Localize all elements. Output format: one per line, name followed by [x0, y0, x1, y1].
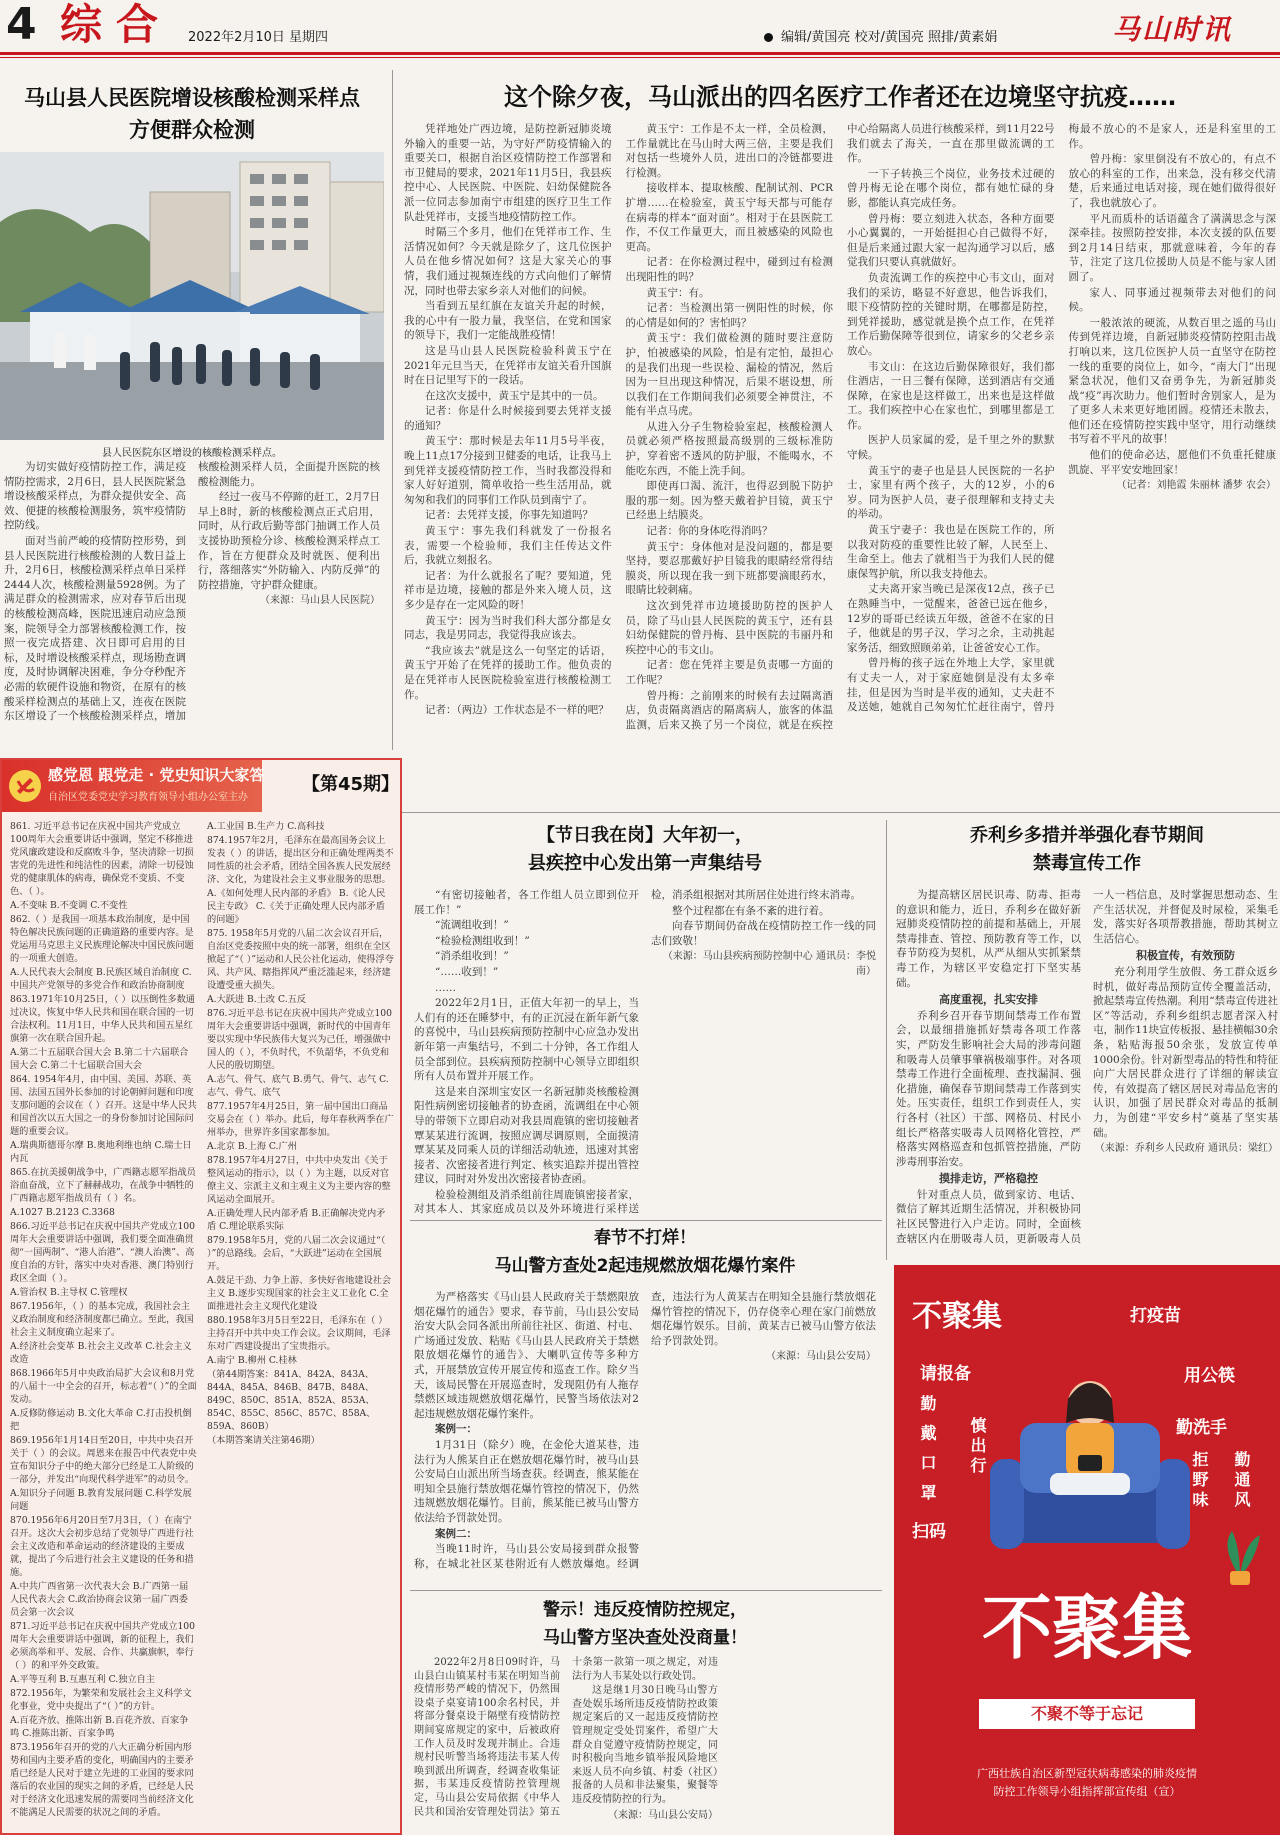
- article2-paragraph: 一下子转换三个岗位，业务技术过硬的曾丹梅无论在哪个岗位，都有她忙碌的身影，都能认真完成任务。: [847, 167, 1055, 209]
- quiz-item: 871.习近平总书记在庆祝中国共产党成立100周年大会重要讲话中强调，新的征程上，我们必须高举和平、发展、合作、共赢旗帜，奉行（ ）的和平外交政策。: [10, 1621, 195, 1671]
- quiz-item: A.正确处理人民内部矛盾 B.正确解决党内矛盾 C.理论联系实际: [207, 1208, 386, 1232]
- article1-title-line1: 马山县人民医院增设核酸检测采样点: [24, 86, 360, 110]
- article2-paragraph: 黄玉宁：事先我们科就发了一份报名表，需要一个检验师，我们主任传达文件后，我就立刻报名。: [404, 525, 612, 567]
- poster-word-chopsticks: 用公筷: [1184, 1366, 1235, 1386]
- article2-paragraph: 曾丹梅：家里倒没有不放心的，有点不放心的科室的工作，出来急，没有移交代清楚，后来通过电话对接，现在她们做得很好了，我也就放心了。: [1068, 153, 1276, 209]
- quiz-item: A.不变味 B.不变调 C.不变性: [10, 900, 128, 911]
- article2-paragraph: 一般浓浓的硬流，从数百里之遥的马山传到凭祥边境，自新冠肺炎疫情防控阻击战打响以来，这几位医护人员一直坚守在防控一线的重要的岗位上，如今，“南大门”出现紧急状况，他们又奋勇争先，为新冠肺炎战“疫”再次助力。他们暂时舍别家人，是为了更多人未来更好地团圆。疫情还未散去，他们还在疫情防控实践中坚守，用行动继续书写着不平凡的故事！: [1068, 316, 1276, 446]
- article2-paragraph: 记者：（两边）工作状态是不一样的吧？: [425, 704, 609, 717]
- article2-paragraph: 黄玉宁：身体他对是没问题的，都是要坚持，要忍那戴好护目镜我的眼睛经常得结膜炎，所以现在我一到下班都要滴眼药水，眼睛比较刺痛。: [625, 540, 833, 597]
- article5-body: [414, 1290, 876, 1582]
- poster-word-travel: 慎出行: [968, 1417, 987, 1477]
- article2-paragraph: 医护人员家属的爱，是千里之外的默默守候。: [847, 434, 1055, 462]
- quiz-issue-number: 【第45期】: [302, 774, 400, 795]
- quiz-item: 873.1956年召开的党的八大正确分析国内形势和国内主要矛盾的变化，明确国内的主要矛盾已经是人民对于建立先进的工业国的要求同落后的农业国的现实之间的矛盾，已经是人民对于经济文化迅速发展的需要同当前经济文化不能满足人民需要的状况之间的矛盾。: [10, 1742, 194, 1818]
- quiz-item: A.北京 B.上海 C.广州: [207, 1141, 297, 1152]
- article2-paragraph: 黄玉宁：有。: [646, 286, 710, 299]
- poster-heading: 不聚集: [912, 1299, 1002, 1334]
- column-divider: [392, 70, 393, 750]
- article2-paragraph: 记者：去凭祥支援，你事先知道吗？: [425, 509, 593, 522]
- article2-paragraph: 负责流调工作的疾控中心韦文山，面对我们的采访，略显不好意思，他告诉我们，眼下疫情防控的关键时期，在哪都是防控，到凭祥援助，感觉就是换个点工作，在凭祥工作后勤保障等很到位，请家乡的父老乡亲放心。: [847, 271, 1055, 357]
- article4-paragraph: 针对重点人员，做到家访、电话、微信了解其近期生活情况，并积极协同社区民警进行入户走访。同时，全面核查辖区内在册吸毒人员，更新吸毒人员一人一档信息，及时掌握思想动态、生产生活状况，并督促及时尿检，采集毛发，落实好各项帮教措施，帮助其树立生活信心。: [896, 889, 1278, 1245]
- article2-paragraph: 曾丹梅的孩子远在外地上大学，家里就有丈夫一人，对于家庭她倒是没有太多牵挂，但是因为当时是半夜的通知，丈夫赶不及送她，她就自己匆匆忙忙赶往南宁，曾丹梅最不放心的不是家人，还是科室里的工作。: [847, 123, 1276, 714]
- article3-paragraph: 2022年2月1日，正值大年初一的早上，当人们有的还在睡梦中，有的正沉浸在新年新气象的喜悦中，马山县疾病预防控制中心应急办发出新年第一声集结号，不到二十分钟，各工作组人员全部到位。县疾病预防控制中心领导立即组织所有人员布置并开展工作。: [414, 997, 639, 1083]
- quiz-item: A.平等互利 B.互惠互利 C.独立自主: [10, 1674, 155, 1685]
- quiz-item: A.大跃进 B.土改 C.五反: [207, 994, 307, 1005]
- quiz-item: 866.习近平总书记在庆祝中国共产党成立100周年大会重要讲话中强调，我们要全面准确贯彻“一国两制”、“港人治港”、“澳人治澳”、高度自治的方针，落实中央对香港、澳门特别行政区全面（ ）。: [10, 1221, 195, 1284]
- article2-paragraph: 在这次支援中，黄玉宁是其中的一员。: [425, 389, 604, 402]
- article2-paragraph: 曾丹梅：要立刻进入状态，各种方面要小心翼翼的，一开始挺担心自己做得不好，但是后来通过跟大家一起沟通学习以后，感觉我们只要认真就做好。: [847, 212, 1055, 269]
- column-divider: [886, 820, 887, 1260]
- quiz-item: A.百花齐放、推陈出新 B.百花齐放、百家争鸣 C.推陈出新、百家争鸣: [10, 1715, 189, 1739]
- article6-title: [414, 1596, 876, 1652]
- poster-footer-line2: 防控工作领导小组指挥部宣传组（宣）: [993, 1785, 1181, 1798]
- article2-paragraph: 黄玉宁：因为当时我们科大部分都是女同志，我是男同志，我觉得我应该去。: [404, 614, 612, 642]
- article6-paragraph: 2022年2月8日09时许，马山县白山镇某村韦某在明知当前疫情形势严峻的情况下，仍然围设桌子桌宴请100余名村民，并将部分餐桌设于隔壁有疫情防控期间宴席规定的家中，后被政府工作人员及时发现并制止。合违规村民听警当场将违法韦某人传唤到派出所调查，经调查收集证据，韦某违反疫情防控管理规定，马山县公安局依据《中华人民共和国治安管理处罚法》第五十条第一款第一项之规定，对违法行为人韦某处以行政处罚。: [414, 1657, 718, 1818]
- article6-source: （来源：马山县公安局）: [608, 1809, 718, 1821]
- poster-word-ventilate: 勤通风: [1232, 1451, 1251, 1511]
- quiz-item: A.反修防修运动 B.文化大革命 C.打击投机倒把: [10, 1408, 192, 1432]
- article1-paragraph: 为切实做好疫情防控工作，满足疫情防控需求，2月6日，县人民医院紧急增设核酸采样点，为群众提供安全、高效、便捷的核酸检测服务，筑牢疫情防控防线。: [4, 461, 186, 532]
- quiz-item: 875. 1958年5月党的八届二次会议召开后，自治区党委按照中央的统一部署，组织在全区掀起了“（ ）”运动和人民公社化运动，使得浮夸风、共产风、瞎指挥风严重泛滥起来，经济建设遭受重大损失。: [207, 928, 394, 991]
- quiz-item: A.管治权 B.主导权 C.管理权: [10, 1287, 128, 1298]
- article4-paragraph: 充分利用学生放假、务工群众返乡时机，做好毒品预防宣传全覆盖活动，掀起禁毒宣传热潮。利用“禁毒宣传进社区”等活动，乔利乡组织志愿者深入村屯，制作11块宣传板报、悬挂横幅30余条，粘贴海报50余张，发放宣传单1000余份。针对新型毒品的特性和特征向广大居民群众进行了详细的解读宣传，有效提高了辖区居民对毒品危害的认识，加强了居民群众对毒品的抵制力，为创建“平安乡村”奠基了坚实基础。: [1093, 965, 1278, 1139]
- article4-body: [896, 888, 1278, 1254]
- article3-paragraph: “检验检测组收到！”: [435, 934, 530, 947]
- quiz-item: 879.1958年5月，党的八届二次会议通过“（ ）”的总路线。会后，“大跃进”运动在全国展开。: [207, 1235, 386, 1272]
- article2-paragraph: 记者：你是什么时候接到要去凭祥支援的通知？: [404, 405, 612, 432]
- article1-body: [4, 460, 380, 738]
- article2-paragraph: 记者：你的身体吃得消吗？: [646, 525, 773, 538]
- article1-paragraph: 经过一夜马不停蹄的赶工，2月7日早上8时，新的核酸检测点正式启用，同时，从行政后勤等部门抽调工作人员支援协助预检分诊、核酸检测采样点工作，旨在方便群众及时就医、便利出行，落细落实“外防输入、内防反弹”的防控措施，守护群众健康。: [198, 491, 380, 591]
- article2-paragraph: 记者：当检测出第一例阳性的时候，你的心情是如何的？害怕吗？: [625, 302, 833, 329]
- quiz-item: A.志气、骨气、底气 B.勇气、骨气、志气 C.志气、骨气、底气: [207, 1074, 389, 1098]
- poster-word-scan: 扫码: [912, 1522, 946, 1542]
- article2-paragraph: 这次到凭祥市边境援助防控的医护人员，除了马山县人民医院的黄玉宁，还有县妇幼保健院的曾丹梅、县中医院的韦丽丹和疾控中心的韦文山。: [625, 600, 833, 656]
- article3-paragraph: 向春节期间仍奋战在疫情防控工作一线的同志们致敬！: [651, 920, 876, 947]
- quiz-item: （本期答案请关注第46期）: [207, 1435, 320, 1446]
- quiz-item: A.人民代表大会制度 B.民族区域自治制度 C.中国共产党领导的多党合作和政治协商制度: [10, 967, 192, 991]
- woman-on-sofa-illustration: [990, 1363, 1190, 1563]
- article1-photo: [0, 152, 384, 440]
- article3-paragraph: 整个过程都在有条不紊的进行着。: [672, 904, 830, 917]
- article2-paragraph: 即使再口渴、流汗，也得忍到脱下防护服的那一刻。因为整天戴着护目镜，黄玉宁已经患上结膜炎。: [625, 480, 833, 522]
- quiz-item: 865.在抗美援朝战争中，广西籍志愿军指战员浴血奋战，立下了赫赫战功，在战争中牺牲的广西籍志愿军指战员有（ ）名。: [10, 1167, 196, 1204]
- quiz-item: A.1027 B.2123 C.3368: [10, 1207, 115, 1218]
- poster-word-handwash: 勤洗手: [1176, 1418, 1227, 1438]
- article4-subhead: 积极宣传，有效预防: [1136, 949, 1235, 963]
- article3-paragraph: ……: [435, 981, 456, 994]
- quiz-banner: [2, 760, 265, 812]
- quiz-item: 863.1971年10月25日，（ ）以压倒性多数通过决议，恢复中华人民共和国在联合国的一切合法权利。11月1日，中华人民共和国五星红旗第一次在联合国升起。: [10, 994, 195, 1044]
- article1-source: （来源：马山县人民医院）: [260, 595, 380, 607]
- article2-paragraph: 曾丹梅：之前刚来的时候有去过隔离酒店，负责隔离酒店的隔离病人，旅客的体温监测，后来又换了另一个岗位，就是在疾控中心给隔离人员进行核酸采样，到11月22号我们就去了海关，一直在那里做流调的工作。: [625, 123, 1055, 731]
- poster-word-wildlife: 拒野味: [1190, 1451, 1209, 1511]
- article1-title: [0, 82, 384, 146]
- article2-paragraph: 接收样本、提取核酸、配制试剂、PCR扩增……在检验室，黄玉宁每天都与可能存在病毒的样本“面对面”。相对于在县医院工作，不仅工作量更大，而且被感染的风险也更高。: [625, 182, 833, 253]
- article5-case2: 当晚11时许，马山县公安局接到群众报警称，在城北社区某巷附近有人燃放爆炮。经调查，违法行为人黄某吉在明知全县施行禁放烟花爆竹管控的情况下，仍存侥幸心理在家门前燃放烟花爆竹娱乐。目前，黄某吉已被马山警方依法给予罚款处罚。: [414, 1291, 876, 1570]
- article3-paragraph: 这是来自深圳宝安区一名新冠肺炎核酸检测阳性病例密切接触者的协查函，流调组在中心领导的带领下立即启动对我县周鹿镇的密切接触者覃某某进行流调，按照应调尽调原则，全面摸清覃某某及同乘人员的详细活动轨迹，迅速对其密接者、次密接者进行判定、核实追踪并提出管控建议，同时对外发出次密接者协查函。: [414, 1085, 639, 1186]
- quiz-questions: [10, 820, 394, 1828]
- article2-source: （记者：刘艳霞 朱丽林 潘梦 农会）: [1116, 480, 1276, 492]
- article3-body: [414, 888, 876, 1218]
- header-rule-thin: [0, 57, 1280, 58]
- article5-case1: 1月31日（除夕）晚，在金伦大道某巷，违法行为人熊某自正在燃放烟花爆竹时，被马山县公安局白山派出所当场查获。经调查，熊某能在明知全县施行禁放烟花爆竹管控的情况下，仍然违规燃放烟花爆竹。目前，熊某能已被马山警方依法给予罚款处罚。: [414, 1438, 639, 1524]
- quiz-item: A.南宁 B.柳州 C.桂林: [207, 1355, 297, 1366]
- row-divider: [410, 1220, 882, 1221]
- quiz-item: A.中共广西省第一次代表大会 B.广西第一届人民代表大会 C.政治协商会议第一届广西委员会第一次会议: [10, 1581, 189, 1618]
- article2-paragraph: 他们的使命必达，愿他们不负重托健康凯旋、平平安安地回家！: [1068, 449, 1276, 476]
- article6-paragraph: 这是继1月30日晚马山警方查处娱乐场所违反疫情防控政策规定案后的又一起违反疫情防控管理规定受处罚案件，希望广大群众自觉遵守疫情防控规定，同时积极向当地乡镇举报风险地区来返人员不向乡镇、村委（社区）报备的人员和非法聚集，聚餐等违反疫情防控的行为。: [572, 1685, 718, 1805]
- party-history-quiz: [0, 758, 402, 1835]
- quiz-item: 878.1957年4月27日，中共中央发出《关于整风运动的指示》，以（ ）为主题，以反对官僚主义、宗派主义和主观主义为主要内容的整风运动全面展开。: [207, 1155, 391, 1205]
- article2-paragraph: 丈夫离开家当晚已是深夜12点，孩子已在熟睡当中，一觉醒来，爸爸已远在他乡，12岁的哥哥已经读五年级，爸爸不在家的日子，他就是的男子汉，学习之余，主动挑起家务活，细致照顾弟弟，让爸爸安心工作。: [847, 583, 1055, 654]
- page-number: 4: [6, 0, 37, 50]
- article2-paragraph: 凭祥地处广西边境，是防控新冠肺炎境外输入的重要一站，为守好严防疫情输入的重要关口，根据自治区疫情防控工作部署和市卫健局的要求，2021年11月5日，我县疾控中心、人民医院、中医院、妇幼保健院各派一位同志参加南宁市组建的医疗卫生工作队赴凭祥市，支援当地疫情防控工作。: [404, 123, 612, 223]
- article2-paragraph: 记者：您在凭祥主要是负责哪一方面的工作呢？: [625, 659, 833, 686]
- article5-source: （来源：马山县公安局）: [766, 1351, 876, 1363]
- article3-paragraph: 检验检测组及消杀组前往周鹿镇密接者家，对其本人、其家庭成员以及外环境进行采样送检，消杀组根据对其所居住处进行终末消毒。: [414, 889, 861, 1216]
- row-divider: [400, 812, 1280, 813]
- article2-paragraph: 黄玉宁：我们做检测的随时要注意防护，怕被感染的风险，怕是有定怕，最担心的是我们出现一些误检、漏检的情况，然后因为一旦出现这种情况，后果不堪设想，所以我们在工作期间我们必须要全神贯注，不能有半点马虎。: [625, 332, 833, 418]
- quiz-item: 867.1956年，（ ）的基本完成，我国社会主义政治制度和经济制度都已确立。至此，我国社会主义制度确立起来了。: [10, 1301, 194, 1338]
- quiz-item: A.知识分子问题 B.教育发展问题 C.科学发展问题: [10, 1488, 192, 1512]
- quiz-item: 869.1956年1月14日至20日，中共中央召开关于（ ）的会议。周恩来在报告中代表党中央宣布知识分子中的绝大部分已经是工人阶级的一部分，并发出“向现代科学进军”的动员令。: [10, 1435, 197, 1485]
- article3-source: （来源：马山县疾病预防控制中心 通讯员：李悦南）: [662, 951, 876, 977]
- article6-title-line1: 警示！违反疫情防控规定，: [543, 1600, 747, 1620]
- article5-case1-label: 案例一：: [435, 1423, 477, 1436]
- article6-body: [414, 1656, 876, 1832]
- quiz-item: 880.1958年3月5日至22日，毛泽东在（ ）主持召开中共中央工作会议。会议期间，毛泽东对广西建设提出了宝贵指示。: [207, 1315, 391, 1352]
- article3-title-line2: 县疾控中心发出第一声集结号: [528, 853, 762, 874]
- article2-paragraph: 韦文山：在这边后勤保障很好，我们都住酒店，一日三餐有保障，送到酒店有交通保障，在家也是这样做工，出来也是这样做工。我们疾控中心在家也忙，到哪里都是工作。: [847, 360, 1055, 431]
- article5-paragraph: 为严格落实《马山县人民政府关于禁燃限放烟花爆竹的通告》要求，春节前，马山县公安局治安大队会同各派出所前往社区、街道、村屯、广场通过发放、粘贴《马山县人民政府关于禁燃限放烟花爆竹的通告》、大喇叭宣传等多种方式，开展禁放宣传开展宣传和巡查工作。除夕当天，该局民警在开展巡查时，发现阻仍有人拖存禁燃区域违规燃放烟花爆竹，民警当场依法对2起违规燃放烟花爆竹案件。: [414, 1291, 639, 1420]
- article2-paragraph: 记者：在你检测过程中，碰到过有检测出现阳性的吗？: [625, 256, 833, 283]
- poster-footer: [894, 1765, 1280, 1801]
- article4-paragraph: 乔利乡召开春节期间禁毒工作布置会，以最细措施抓好禁毒各项工作落实，严防发生影响社会大局的涉毒问题和吸毒人员肇事肇祸极端事件。对各项禁毒工作进行全面梳理、查找漏洞、强化措施，确保春节期间禁毒工作落到实处。压实责任，组织工作到责任人，实行各村（社区）干部、网格员、村民小组长严格落实吸毒人员网格化管控，严格落实网格巡查和包抓管控措施，严防涉毒刑事治安。: [896, 1009, 1081, 1168]
- article3-paragraph: “消杀组收到！”: [435, 950, 509, 963]
- quiz-item: A.第二十五届联合国大会 B.第二十六届联合国大会 C.第二十七届联合国大会: [10, 1047, 189, 1071]
- article5-title-line1: 春节不打烊！: [594, 1228, 696, 1248]
- quiz-item: 872.1956年，为繁荣和发展社会主义科学文化事业，党中央提出了“（ ）”的方针。: [10, 1688, 192, 1712]
- poster-big-text: 不聚集: [982, 1587, 1192, 1669]
- hospital-sampling-photo: [0, 152, 384, 440]
- article2-paragraph: “我应该去”就是这么一句坚定的话语，黄玉宁开始了在凭祥的援助工作。他负责的是在凭祥市人民医院检验室进行核酸检测工作。: [404, 644, 612, 701]
- quiz-item: （第44期答案：841A、842A、843A、844A、845A、846B、847B、848A、849C、850C、851A、852A、853A、854C、855C、856C、857C、858A、859A、860B）: [207, 1369, 376, 1432]
- bullet-icon: [764, 33, 773, 42]
- quiz-item: 876.习近平总书记在庆祝中国共产党成立100周年大会重要讲话中强调，新时代的中国青年要以实现中华民族伟大复兴为己任，增强做中国人的（ ），不负时代，不负韶华，不负党和人民的殷切期望。: [207, 1008, 392, 1071]
- paper-logo: 马山时讯: [1112, 13, 1233, 46]
- article2-paragraph: 黄玉宁：那时候是去年11月5号半夜，晚上11点17分接到卫健委的电话，让我马上到凭祥支援疫情防控工作，当时我都没得和家人好好道别，简单收拾一些生活用品，就匆匆和我们的同事们工作队员到南宁了。: [404, 435, 612, 506]
- quiz-item: A.经济社会变革 B.社会主义改革 C.社会主义改造: [10, 1341, 192, 1365]
- article5-title-line2: 马山警方查处2起违规燃放烟花爆竹案件: [494, 1256, 796, 1276]
- article3-paragraph: “有密切接触者，各工作组人员立即到位开展工作！”: [414, 889, 639, 916]
- article2-paragraph: 从进入分子生物检验室起，核酸检测人员就必须严格按照最高级别的三级标准防护，穿着密不透风的防护服，不能喝水，不能吃东西，不能上洗手间。: [625, 420, 833, 477]
- article2-paragraph: 黄玉宁的妻子也是县人民医院的一名护士，家里有两个孩子，大的12岁，小的6岁。同为医护人员，妻子很理解和支持丈夫的举动。: [847, 464, 1055, 521]
- quiz-item: 874.1957年2月，毛泽东在最高国务会议上发表（ ）的讲话，提出区分和正确处理两类不同性质的社会矛盾，团结全国各族人民发展经济、文化，为建设社会主义事业服务的思想。: [207, 835, 394, 885]
- quiz-item: 870.1956年6月20日至7月3日，（ ）在南宁召开。这次大会初步总结了党领导广西进行社会主义改造和革命运动的经济建设的主要成就，提出了今后进行社会主义建设的任务和措施。: [10, 1515, 194, 1578]
- article3-paragraph: “流调组收到！”: [435, 919, 509, 932]
- quiz-item: 861. 习近平总书记在庆祝中国共产党成立100周年大会重要讲话中强调，坚定不移推进党风廉政建设和反腐败斗争，坚决清除一切损害党的先进性和纯洁性的因素，清除一切侵蚀党的健康肌体的病毒，确保党不变质、不变色、（ ）。: [10, 821, 194, 897]
- article2-paragraph: 当看到五星红旗在友谊关升起的时候，我的心中有一股力量，我坚信，在党和国家的领导下，我们一定能战胜疫情！: [404, 300, 612, 342]
- header-rule: [0, 52, 1280, 55]
- article5-case2-label: 案例二：: [435, 1527, 477, 1540]
- quiz-banner-title: 感党恩 跟党走 · 党史知识大家答: [48, 766, 265, 784]
- article2-paragraph: 时隔三个多月，他们在凭祥市工作、生活情况如何？今天就是除夕了，这几位医护人员在他乡情况如何？这是大家关心的事情，我们通过视频连线的方式向他们了解情况，同时也带去家乡亲人对他们的问候。: [404, 226, 612, 297]
- article2-paragraph: 这是马山县人民医院检验科黄玉宁在2021年元旦当天，在凭祥市友谊关看升国旗时在日记里写下的一段话。: [404, 344, 612, 387]
- quiz-banner-subtitle: 自治区党委党史学习教育领导小组办公室主办: [48, 792, 248, 803]
- article4-title-line1: 乔利乡多措并举强化春节期间: [970, 825, 1204, 846]
- quiz-item: 868.1966年5月中央政治局扩大会议和8月党的八届十一中全会的召开，标志着“（ ）”的全面发动。: [10, 1368, 197, 1405]
- article2-title: 这个除夕夜，马山派出的四名医疗工作者还在边境坚守抗疫……: [504, 83, 1176, 111]
- article5-title: [414, 1224, 876, 1280]
- article4-paragraph: 为提高辖区居民识毒、防毒、拒毒的意识和能力，近日，乔利乡在做好新冠肺炎疫情防控的前提和基础上，开展禁毒排查、管控、预防教育等工作，以春节防疫为契机，从严从细从实抓紧禁毒工作，为辖区平安稳定打下坚实基础。: [896, 889, 1081, 989]
- poster-word-vaccine: 打疫苗: [1130, 1306, 1181, 1326]
- article1-title-line2: 方便群众检测: [129, 118, 255, 142]
- article3-paragraph: “……收到！”: [435, 965, 499, 978]
- article4-subhead: 高度重视，扎实安排: [939, 993, 1038, 1007]
- poster-footer-line1: 广西壮族自治区新型冠状病毒感染的肺炎疫情: [977, 1767, 1197, 1780]
- quiz-item: 877.1957年4月25日，第一届中国出口商品交易会在（ ）举办。此后，每年春秋两季在广州举办，世界许多国家都参加。: [207, 1101, 394, 1138]
- article1-photo-caption: 县人民医院东区增设的核酸检测采样点。: [102, 448, 282, 459]
- issue-date: 2022年2月10日 星期四: [188, 30, 329, 45]
- row-divider: [410, 1590, 882, 1591]
- poster-word-mask: 勤 戴 口 罩: [918, 1395, 937, 1504]
- quiz-item: A.《如何处理人民内部的矛盾》 B.《论人民民主专政》 C.《关于正确处理人民内部矛盾的问题》: [207, 888, 386, 925]
- article3-title: [414, 822, 876, 878]
- editors-text: 编辑/黄国亮 校对/黄国亮 照排/黄素娟: [781, 30, 998, 45]
- article2-paragraph: 黄玉宁：工作是不太一样，全员检测，工作量就比在马山时大两三倍，主要是我们对包括一些境外人员，进出口的冷链都要进行检测。: [625, 123, 833, 179]
- poster-slogan: 不聚不等于忘记: [979, 1699, 1195, 1729]
- article3-title-line1: 【节日我在岗】大年初一，: [537, 825, 753, 846]
- article4-title-line2: 禁毒宣传工作: [1033, 853, 1141, 874]
- quiz-item: 864. 1954年4月，由中国、美国、苏联、英国、法国五国外长参加的讨论朝鲜问题和印度支那问题的会议在（ ）召开。这是中华人民共和国首次以五大国之一的身份参加讨论国际问题的重要会议。: [10, 1074, 197, 1137]
- article4-source: （来源：乔利乡人民政府 通讯员：梁红）: [1094, 1143, 1278, 1155]
- anti-gathering-poster: [894, 1265, 1280, 1835]
- article1-paragraph: 面对当前严峻的疫情防控形势，到县人民医院进行核酸检测的人数日益上升，2月6日，核酸检测采样点单日采样2444人次，核酸检测量5928例。为了满足群众的检测需求，应对春节后出现的核酸检测高峰，医院迅速启动应急预案，院领导全力部署核酸检测工作，按照一夜完成搭建、次日即可启用的目标，及时增设核酸采样点，现场勘查调度，及时协调解决困难，争分夺秒配齐必需的软硬件设施和物资，在原有的核酸采样检测点的基础上又，连夜在医院东区增设了一个核酸检测采样点，增加核酸检测采样人员，全面提升医院的核酸检测能力。: [4, 461, 380, 723]
- article2-body: [404, 122, 1276, 742]
- article2-paragraph: 黄玉宁妻子：我也是在医院工作的，所以我对防疫的重要性比较了解，人民至上、生命至上。他去了就相当于为我们人民的健康保驾护航，所以我支持他去。: [847, 524, 1055, 580]
- poster-word-report: 请报备: [920, 1364, 971, 1384]
- article4-subhead: 摸排走访，严格稳控: [939, 1172, 1038, 1186]
- article6-title-line2: 马山警方坚决查处没商量！: [543, 1628, 747, 1648]
- quiz-item: A.瑞典斯德哥尔摩 B.奥地利维也纳 C.瑞士日内瓦: [10, 1140, 192, 1164]
- quiz-item: A.鼓足干劲、力争上游、多快好省地建设社会主义 B.逐步实现国家的社会主义工业化 C.全面推进社会主义现代化建设: [207, 1275, 392, 1312]
- article2-paragraph: 记者：为什么就报名了呢？要知道，凭祥市是边境，接触的都是外来入境人员，这多少是存在一定风险的呀！: [404, 569, 612, 611]
- quiz-item: A.工业国 B.生产力 C.高科技: [207, 821, 325, 832]
- article4-title: [894, 822, 1280, 878]
- article2-paragraph: 家人、同事通过视频带去对他们的问候。: [1068, 286, 1276, 314]
- potted-plant-icon: [1210, 1527, 1270, 1587]
- section-title: 综合: [60, 0, 173, 49]
- article2-paragraph: 平凡而质朴的话语蕴含了满满思念与深深牵挂。按照防控安排，本次支援的队伍要到2月14日结束，那就意味着，今年的春节，注定了这几位援助人员是不能与家人团圆了。: [1068, 212, 1276, 283]
- party-emblem-icon: [8, 769, 42, 803]
- quiz-item: 862.（ ）是我国一项基本政治制度，是中国特色解决民族问题的正确道路的重要内容。是党运用马克思主义民族理论解决中国民族问题的一项重大创造。: [10, 914, 194, 964]
- editors-line: [764, 26, 997, 45]
